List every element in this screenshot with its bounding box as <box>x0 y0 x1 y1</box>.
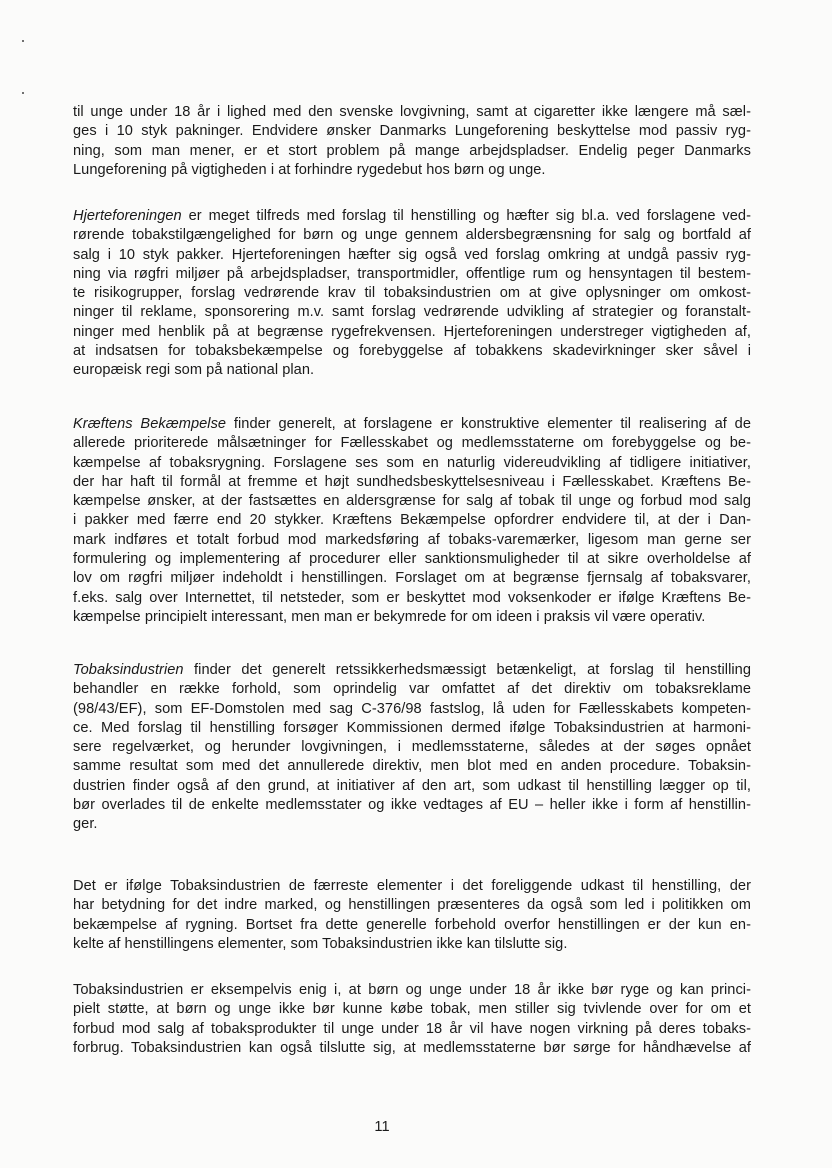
page-number: 11 <box>374 1119 390 1135</box>
text-line: ger. <box>73 816 98 833</box>
text-line: at indsatsen for tobaksbekæmpelse og forebyggelse af tobakkens skadevirkninger sker såvel i <box>73 343 751 360</box>
text-line: lov om røgfri miljøer indeholdt i henstillingen. Forslaget om at begrænse fjernsalg af tobaksvarer, <box>73 570 751 587</box>
text-line: Tobaksindustrien er eksempelvis enig i, at børn og unge under 18 år ikke bør ryge og kan princi- <box>73 982 751 998</box>
text-line <box>73 661 751 680</box>
paragraph-kraeftens-bekaempelse <box>73 415 751 627</box>
text-line: der har haft til formål at fremme et højt sundhedsbeskyttelsesniveau i Fællesskabet. Kræftens Be- <box>73 473 751 490</box>
text-line: Det er ifølge Tobaksindustrien de færreste elementer i det foreliggende udkast til henstilling, der <box>73 878 751 894</box>
text-line: kæmpelse af tobaksrygning. Forslagene ses som en naturlig videreudvikling af tidligere initiativer, <box>73 454 751 471</box>
text-line: til unge under 18 år i lighed med den svenske lovgivning, samt at cigaretter ikke længere må sæl- <box>73 104 751 120</box>
paragraph-hjerteforeningen <box>73 207 751 381</box>
paragraph-tobaksindustrien <box>73 661 751 835</box>
text-line: Lungeforening på vigtigheden i at forhindre rygedebut hos børn og unge. <box>73 161 546 178</box>
text-line: formulering og implementering af procedurer eller sanktionsmuligheder til at sikre overholdelse af <box>73 551 751 568</box>
text-line: kæmpelse ønsker, at der fastsættes en aldersgrænse for salg af tobak til unge og forbud mod salg <box>73 493 751 510</box>
paragraph-indre-marked <box>73 877 751 954</box>
text-line: kelte af henstillingens elementer, som Tobaksindustrien ikke kan tilslutte sig. <box>73 935 568 952</box>
organization-name: Hjerteforeningen <box>73 208 182 224</box>
text-line: allerede prioriterede målsætninger for Fællesskabet og medlemsstaterne om forebyggelse og be- <box>73 435 751 452</box>
text-line: behandler en række forhold, som oprindelig var omfattet af det direktiv om tobaksreklame <box>73 681 751 698</box>
text-line: (98/43/EF), som EF-Domstolen med sag C-376/98 fastslog, lå uden for Fællesskabets kompeten- <box>73 700 751 717</box>
text-line: bør overlades til de enkelte medlemsstater og ikke vedtages af EU – heller ikke i form af henstillin- <box>73 797 751 814</box>
text-line: ning via røgfri miljøer på arbejdspladser, transportmidler, offentlige rum og hensyntagen til bestem- <box>73 265 751 282</box>
text-run: finder det generelt retssikkerhedsmæssigt betænkeligt, at forslag til henstilling <box>183 662 751 678</box>
text-line: bekæmpelse af rygning. Bortset fra dette generelle forbehold overfor henstillingen er der kun en- <box>73 916 751 933</box>
text-line: f.eks. salg over Internettet, til netsteder, som er beskyttet mod voksenkoder er ifølge Kræftens Be- <box>73 589 751 606</box>
scan-speck <box>22 40 24 42</box>
text-line: mark indføres et totalt forbud mod markedsføring af tobaks-varemærker, ligesom man gerne ser <box>73 531 751 548</box>
text-line: dustrien finder også af den grund, at initiativer af den art, som udkast til henstilling lægger op til, <box>73 777 751 794</box>
text-line: sere regelværket, og herunder lovgivningen, i medlemsstaterne, således at der søges opnået <box>73 739 751 756</box>
text-line: forbrug. Tobaksindustrien kan også tilslutte sig, at medlemsstaterne bør sørge for håndhævelse af <box>73 1039 751 1056</box>
text-line: europæisk regi som på national plan. <box>73 362 315 379</box>
text-line: samme resultat som med det annullerede direktiv, men blot med en anden procedure. Tobaksin- <box>73 758 751 775</box>
text-line: salg i 10 styk pakker. Hjerteforeningen hæfter sig også ved forslag omkring at undgå passiv ryg- <box>73 246 751 263</box>
paragraph-lungeforening <box>73 103 751 180</box>
paragraph-aldersgraense <box>73 981 751 1058</box>
text-line <box>73 415 751 434</box>
text-line: ninger til reklame, sponsorering m.v. samt forslag vedrørende udvikling af strategier og foranstalt- <box>73 304 751 321</box>
text-line: i pakker med færre end 20 stykker. Kræftens Bekæmpelse opfordrer endvidere til, at der i Dan- <box>73 512 751 529</box>
organization-name: Tobaksindustrien <box>73 662 184 678</box>
text-line: har betydning for det indre marked, og henstillingen præsenteres da også som led i politikken om <box>73 897 751 914</box>
scan-speck <box>22 92 24 94</box>
text-line: rørende tobakstilgængelighed for børn og unge gennem aldersbegrænsning for salg og bortfald af <box>73 227 751 244</box>
text-run: er meget tilfreds med forslag til henstilling og hæfter sig bl.a. ved forslagene ved- <box>181 208 751 224</box>
text-line: te risikogrupper, forslag vedrørende krav til tobaksindustrien om at give oplysninger om omkost- <box>73 285 751 302</box>
text-line: ges i 10 styk pakninger. Endvidere ønsker Danmarks Lungeforening beskyttelse mod passiv ryg- <box>73 123 751 140</box>
text-line: pielt støtte, at børn og unge ikke bør kunne købe tobak, men stiller sig tvivlende over for om et <box>73 1001 751 1018</box>
organization-name: Kræftens Bekæmpelse <box>73 416 227 432</box>
text-line: ninger med henblik på at begrænse rygefrekvensen. Hjerteforeningen understreger vigtigheden af, <box>73 323 751 340</box>
text-line <box>73 207 751 226</box>
text-line: ning, som man mener, er et stort problem på mange arbejdspladser. Endelig peger Danmarks <box>73 142 751 159</box>
text-line: ce. Med forslag til henstilling forsøger Kommissionen dermed ifølge Tobaksindustrien at harmoni- <box>73 719 751 736</box>
text-line: kæmpelse principielt interessant, men man er bekymrede for om ideen i praksis vil være operativ. <box>73 608 706 625</box>
text-run: finder generelt, at forslagene er konstruktive elementer til realisering af de <box>226 416 751 432</box>
text-line: forbud mod salg af tobaksprodukter til unge under 18 år vil have nogen virkning på deres tobaks- <box>73 1020 751 1037</box>
